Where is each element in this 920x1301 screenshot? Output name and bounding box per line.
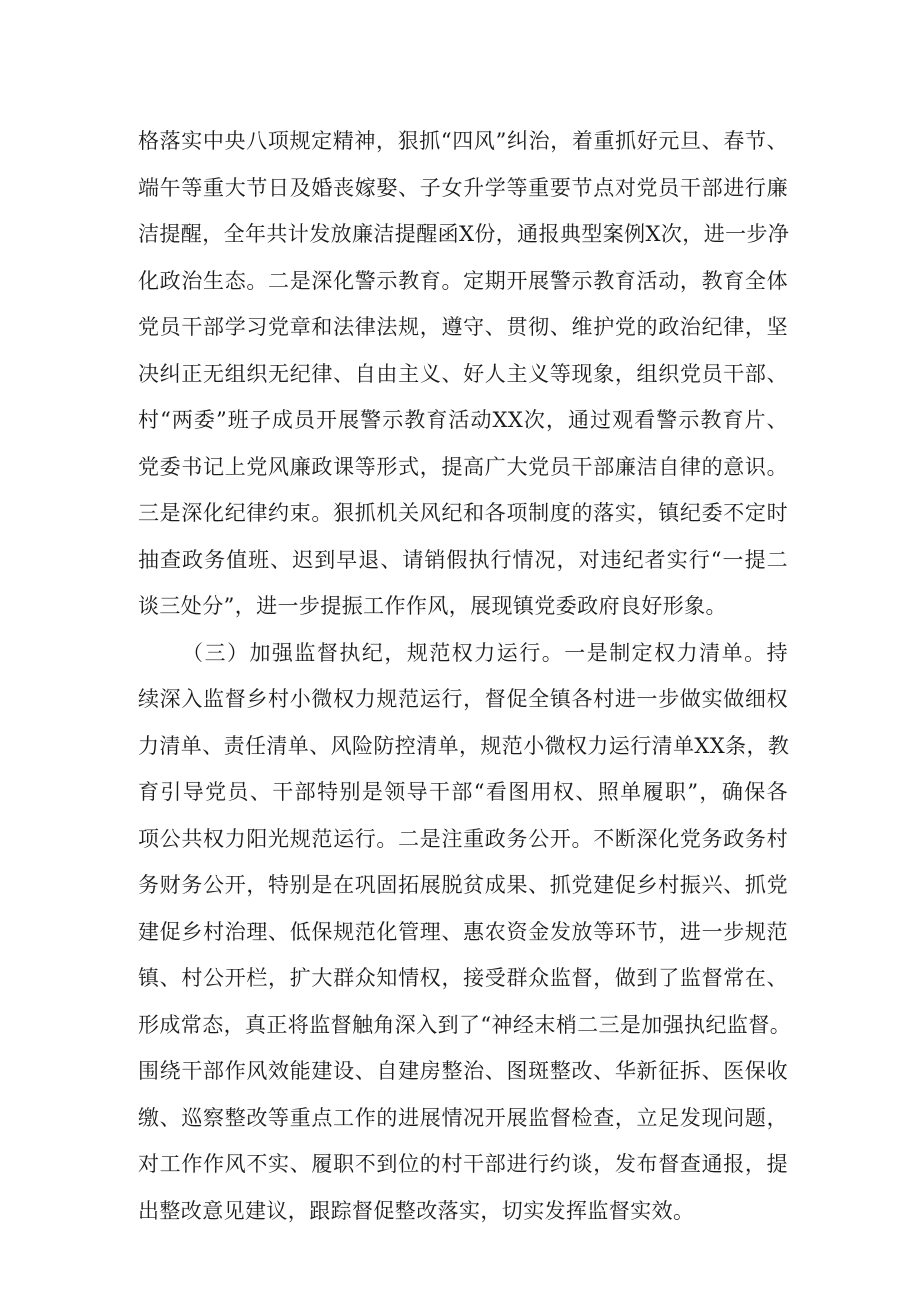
text-line: 化政治生态。二是深化警示教育。定期开展警示教育活动，教育全体 (138, 268, 788, 293)
text-line: 党委书记上党风廉政课等形式，提高广大党员干部廉洁自律的意识。 (138, 454, 788, 479)
text-line: 党员干部学习党章和法律法规，遵守、贯彻、维护党的政治纪律，坚 (138, 315, 788, 339)
text-line: 项公共权力阳光规范运行。二是注重政务公开。不断深化党务政务村 (138, 826, 788, 851)
body-text (138, 118, 792, 1234)
text-line: 村“两委”班子成员开展警示教育活动XX次，通过观看警示教育片、 (138, 408, 788, 432)
text-line: 洁提醒，全年共计发放廉洁提醒函X份，通报典型案例X次，进一步净 (138, 222, 790, 246)
section-heading-line: （三）加强监督执纪，规范权力运行。一是制定权力清单。持 (182, 640, 788, 665)
text-line: 务财务公开，特别是在巩固拓展脱贫成果、抓党建促乡村振兴、抓党 (138, 873, 788, 897)
text-line: 谈三处分”，进一步提振工作作风，展现镇党委政府良好形象。 (138, 594, 727, 618)
text-line: 育引导党员、干部特别是领导干部“看图用权、照单履职”，确保各 (138, 780, 788, 804)
text-line: 续深入监督乡村小微权力规范运行，督促全镇各村进一步做实做细权 (138, 687, 788, 711)
text-line: 出整改意见建议，跟踪督促整改落实，切实发挥监督实效。 (138, 1198, 695, 1223)
text-line: 围绕干部作风效能建设、自建房整治、图斑整改、华新征拆、医保收 (138, 1059, 788, 1083)
text-line: 缴、巡察整改等重点工作的进展情况开展监督检查，立足发现问题， (138, 1105, 788, 1130)
text-line: 决纠正无组织无纪律、自由主义、好人主义等现象，组织党员干部、 (138, 361, 788, 386)
text-line: 镇、村公开栏，扩大群众知情权，接受群众监督，做到了监督常在、 (138, 966, 788, 990)
text-line: 格落实中央八项规定精神，狠抓“四风”纠治，着重抓好元旦、春节、 (138, 129, 788, 153)
text-line: 端午等重大节日及婚丧嫁娶、子女升学等重要节点对党员干部进行廉 (138, 175, 788, 200)
text-line: 三是深化纪律约束。狠抓机关风纪和各项制度的落实，镇纪委不定时 (138, 501, 788, 525)
text-line: 建促乡村治理、低保规范化管理、惠农资金发放等环节，进一步规范 (138, 919, 788, 944)
text-line: 形成常态，真正将监督触角深入到了“神经末梢二三是加强执纪监督。 (138, 1012, 792, 1037)
text-line: 抽查政务值班、迟到早退、请销假执行情况，对违纪者实行“一提二 (138, 547, 788, 572)
text-line: 对工作作风不实、履职不到位的村干部进行约谈，发布督查通报，提 (138, 1152, 788, 1176)
text-line: 力清单、责任清单、风险防控清单，规范小微权力运行清单XX条，教 (138, 733, 790, 758)
